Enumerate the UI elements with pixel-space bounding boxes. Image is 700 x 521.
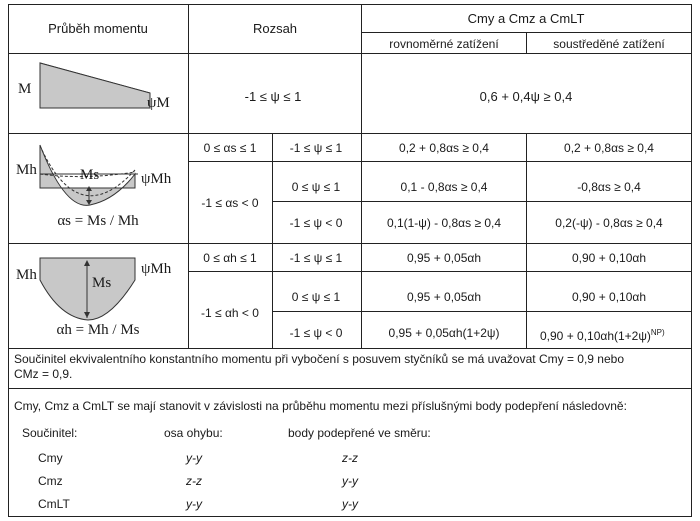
subtable-coef-cmlt: CmLT <box>38 497 70 511</box>
header-moment-shape: Průběh momentu <box>48 21 148 36</box>
note-determination: Cmy, Cmz a CmLT se mají stanovit v závislosti na průběhu momentu mezi příslušnými body podepření následovně: <box>14 399 627 413</box>
note-sway-line-1: Součinitel ekvivalentního konstantního momentu při vybočení s posuvem styčníků se má uvažovat Cmy = 0,9 nebo <box>14 352 624 366</box>
row3-point-2: 0,90 + 0,10αh <box>572 290 646 304</box>
note-sway-mode <box>14 352 686 382</box>
diagram3-label-mh: Mh <box>16 267 37 283</box>
row2-psi-range-3: -1 ≤ ψ < 0 <box>289 216 343 230</box>
header-range: Rozsah <box>252 21 298 36</box>
subtable-header-supports: body podepřené ve směru: <box>288 426 431 440</box>
diagram2-label-ms: Ms <box>80 167 100 183</box>
row2-point-2: -0,8αs ≥ 0,4 <box>577 180 641 194</box>
diagram3-formula: αh = Mh / Ms <box>56 322 140 338</box>
row3-psi-range-2: 0 ≤ ψ ≤ 1 <box>291 290 341 304</box>
subtable-header-coefficient: Součinitel: <box>22 426 78 440</box>
row3-psi-range-1: -1 ≤ ψ ≤ 1 <box>289 251 343 265</box>
diagram-label-psim: ψM <box>147 95 170 111</box>
note-sway-line-2: CMz = 0,9. <box>14 367 73 381</box>
header-coefficients: Cmy a Cmz a CmLT <box>467 11 585 26</box>
subtable-axis-cmz: z-z <box>186 474 202 488</box>
header-uniform-load: rovnoměrné zatížení <box>389 37 499 51</box>
subtable-supports-cmz: y-y <box>342 474 358 488</box>
subtable-supports-cmlt: y-y <box>342 497 358 511</box>
row3-uniform-2: 0,95 + 0,05αh <box>407 290 481 304</box>
row2-uniform-2: 0,1 - 0,8αs ≥ 0,4 <box>400 180 488 194</box>
diagram2-label-psimh: ψMh <box>141 171 172 187</box>
header-point-load: soustředěné zatížení <box>553 37 665 51</box>
row3-psi-range-3: -1 ≤ ψ < 0 <box>289 326 343 340</box>
linear-moment-diagram-icon <box>40 63 150 108</box>
subtable-coef-cmy: Cmy <box>38 451 63 465</box>
row3-uniform-1: 0,95 + 0,05αh <box>407 251 481 265</box>
row3-point-1: 0,90 + 0,10αh <box>572 251 646 265</box>
subtable-axis-cmy: y-y <box>186 451 202 465</box>
row3-uniform-3: 0,95 + 0,05αh(1+2ψ) <box>388 326 500 340</box>
row2-uniform-3: 0,1(1-ψ) - 0,8αs ≥ 0,4 <box>386 216 502 230</box>
row2-psi-range-2: 0 ≤ ψ ≤ 1 <box>291 180 341 194</box>
subtable-axis-cmlt: y-y <box>186 497 202 511</box>
row3-alpha-range-1: 0 ≤ αh ≤ 1 <box>203 251 257 265</box>
row1-value: 0,6 + 0,4ψ ≥ 0,4 <box>479 89 573 104</box>
row3-point-3-value: 0,90 + 0,10αh(1+2ψ) <box>540 329 651 343</box>
diagram3-label-ms: Ms <box>92 275 112 291</box>
subtable-header-axis: osa ohybu: <box>164 426 223 440</box>
row1-range: -1 ≤ ψ ≤ 1 <box>244 89 302 104</box>
subtable-supports-cmy: z-z <box>342 451 358 465</box>
diagram2-formula: αs = Ms / Mh <box>57 213 139 229</box>
span-moment-diagram-h-icon <box>40 258 135 320</box>
row2-alpha-range-1: 0 ≤ αs ≤ 1 <box>203 141 257 155</box>
subtable-coef-cmz: Cmz <box>38 474 63 488</box>
diagram-label-m: M <box>18 81 32 97</box>
row2-point-1: 0,2 + 0,8αs ≥ 0,4 <box>564 141 654 155</box>
row3-point-3-footnote: NP) <box>650 328 665 337</box>
row2-uniform-1: 0,2 + 0,8αs ≥ 0,4 <box>399 141 489 155</box>
row2-psi-range-1: -1 ≤ ψ ≤ 1 <box>289 141 343 155</box>
diagram2-label-mh: Mh <box>16 162 37 178</box>
row3-point-3 <box>540 326 665 343</box>
row3-alpha-range-2: -1 ≤ αh < 0 <box>201 306 259 320</box>
row2-point-3: 0,2(-ψ) - 0,8αs ≥ 0,4 <box>555 216 663 230</box>
diagram3-label-psimh: ψMh <box>141 261 172 277</box>
row2-alpha-range-2: -1 ≤ αs < 0 <box>201 196 259 210</box>
